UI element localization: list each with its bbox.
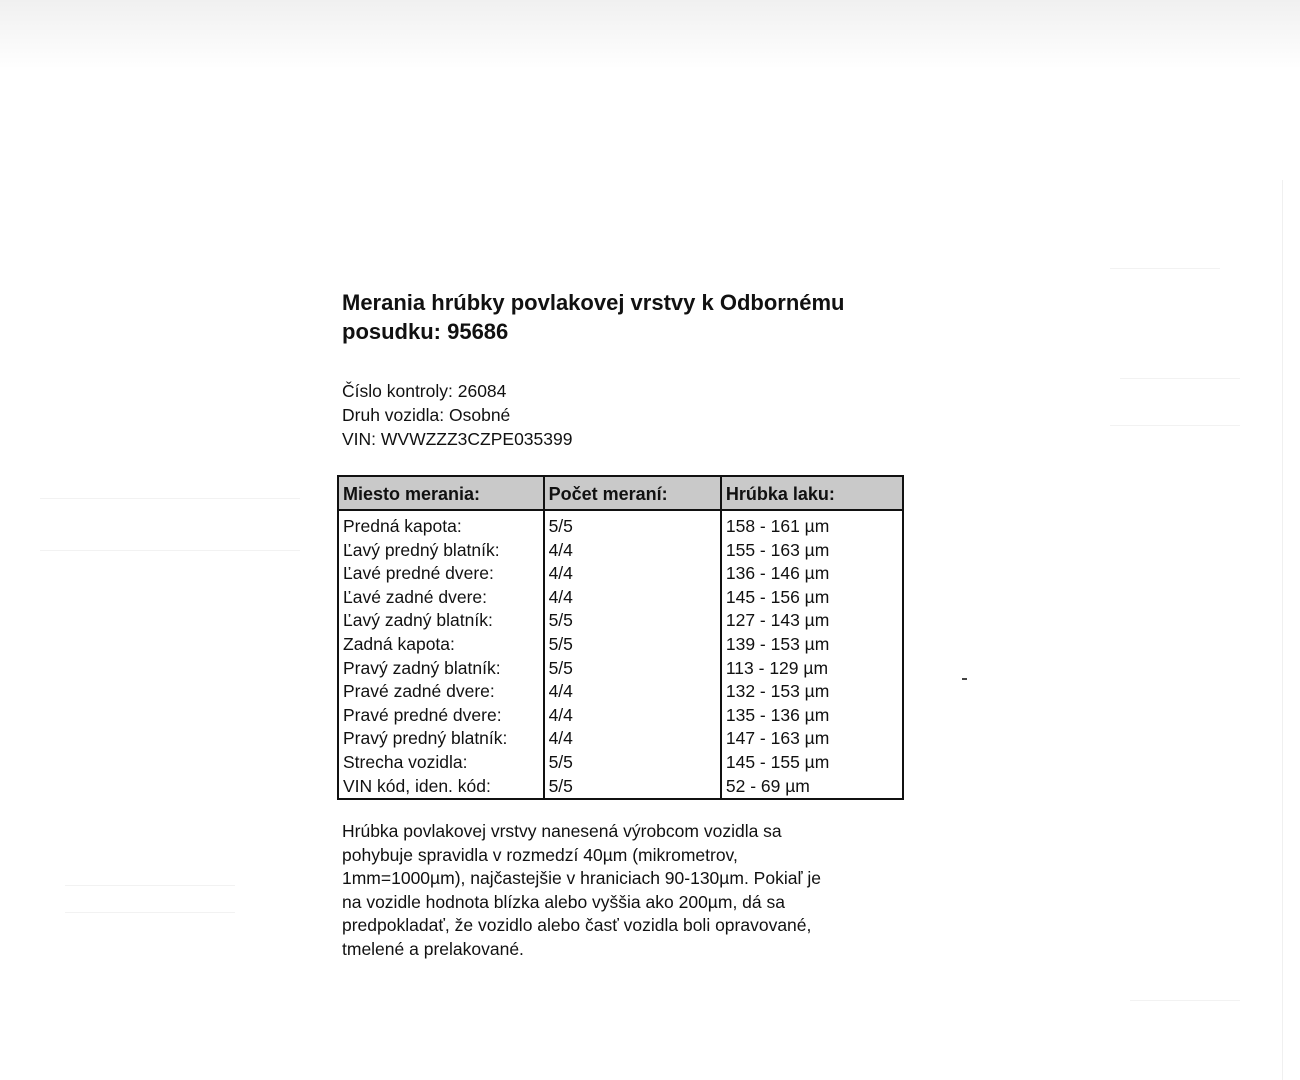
cell-count: 5/5 <box>544 657 721 681</box>
table-row <box>338 727 903 751</box>
note-line: tmelené a prelakované. <box>342 938 524 959</box>
scan-show-through <box>1120 378 1240 379</box>
cell-location: Ľavé zadné dvere: <box>343 586 487 607</box>
cell-thickness: 145 - 156 µm <box>721 586 903 610</box>
header-thickness: Hrúbka laku: <box>721 476 903 510</box>
cell-count: 4/4 <box>544 704 721 728</box>
scan-show-through <box>40 498 300 499</box>
cell-location: Strecha vozidla: <box>343 751 468 772</box>
report-title-line: posudku: 95686 <box>342 319 509 344</box>
note-line: 1mm=1000µm), najčastejšie v hraniciach 90-130µm. Pokiaľ je <box>342 868 822 889</box>
scan-show-through <box>1110 268 1220 269</box>
scan-show-through <box>65 885 235 886</box>
cell-thickness: 113 - 129 µm <box>721 657 903 681</box>
note-line: na vozidle hodnota blízka alebo vyššia ako 200µm, dá sa <box>342 891 785 912</box>
cell-count: 5/5 <box>544 609 721 633</box>
measurement-table <box>337 475 904 800</box>
cell-location: Zadná kapota: <box>343 633 455 654</box>
measurement-report <box>342 288 922 451</box>
cell-count: 4/4 <box>544 539 721 563</box>
cell-location: Ľavé predné dvere: <box>343 563 494 584</box>
table-row <box>338 633 903 657</box>
cell-count: 4/4 <box>544 586 721 610</box>
cell-thickness: 132 - 153 µm <box>721 680 903 704</box>
cell-location: Pravý predný blatník: <box>343 728 508 749</box>
cell-count: 4/4 <box>544 562 721 586</box>
note-line: pohybuje spravidla v rozmedzí 40µm (mikrometrov, <box>342 844 738 865</box>
cell-location: VIN kód, iden. kód: <box>343 775 491 796</box>
scan-show-through <box>1130 1000 1240 1001</box>
explanatory-note <box>342 820 922 962</box>
vehicle-type: Druh vozidla: Osobné <box>342 405 511 425</box>
cell-location: Ľavý zadný blatník: <box>343 610 493 631</box>
cell-thickness: 52 - 69 µm <box>721 775 903 800</box>
vin-number: VIN: WVWZZZ3CZPE035399 <box>342 429 573 449</box>
cell-location: Pravé zadné dvere: <box>343 681 495 702</box>
table-row <box>338 539 903 563</box>
scan-show-through <box>65 912 235 913</box>
cell-location: Pravé predné dvere: <box>343 704 502 725</box>
report-title <box>342 288 922 346</box>
report-meta <box>342 379 922 451</box>
report-title-line: Merania hrúbky povlakovej vrstvy k Odbornému <box>342 290 845 315</box>
cell-thickness: 145 - 155 µm <box>721 751 903 775</box>
header-count: Počet meraní: <box>544 476 721 510</box>
cell-thickness: 127 - 143 µm <box>721 609 903 633</box>
cell-location: Ľavý predný blatník: <box>343 539 500 560</box>
table-row <box>338 586 903 610</box>
cell-thickness: 135 - 136 µm <box>721 704 903 728</box>
table-header-row <box>338 476 903 510</box>
table-row <box>338 657 903 681</box>
table-row <box>338 704 903 728</box>
note-line: Hrúbka povlakovej vrstvy nanesená výrobcom vozidla sa <box>342 821 782 841</box>
cell-count: 5/5 <box>544 633 721 657</box>
scan-speck <box>962 678 967 680</box>
cell-count: 5/5 <box>544 510 721 539</box>
cell-location: Pravý zadný blatník: <box>343 657 501 678</box>
table-row <box>338 510 903 539</box>
scan-show-through <box>40 550 300 551</box>
cell-thickness: 155 - 163 µm <box>721 539 903 563</box>
table-row <box>338 751 903 775</box>
scan-edge-shadow <box>1282 180 1283 1080</box>
table-row <box>338 775 903 800</box>
inspection-number: Číslo kontroly: 26084 <box>342 381 507 401</box>
cell-thickness: 158 - 161 µm <box>721 510 903 539</box>
table-row <box>338 562 903 586</box>
cell-count: 4/4 <box>544 727 721 751</box>
table-row <box>338 609 903 633</box>
cell-location: Predná kapota: <box>343 516 462 536</box>
cell-count: 5/5 <box>544 775 721 800</box>
cell-count: 4/4 <box>544 680 721 704</box>
note-line: predpokladať, že vozidlo alebo časť vozidla boli opravované, <box>342 915 812 936</box>
scan-show-through <box>1110 425 1240 426</box>
cell-thickness: 147 - 163 µm <box>721 727 903 751</box>
cell-count: 5/5 <box>544 751 721 775</box>
header-location: Miesto merania: <box>338 476 544 510</box>
table-row <box>338 680 903 704</box>
cell-thickness: 139 - 153 µm <box>721 633 903 657</box>
cell-thickness: 136 - 146 µm <box>721 562 903 586</box>
scan-show-through <box>0 0 1300 70</box>
